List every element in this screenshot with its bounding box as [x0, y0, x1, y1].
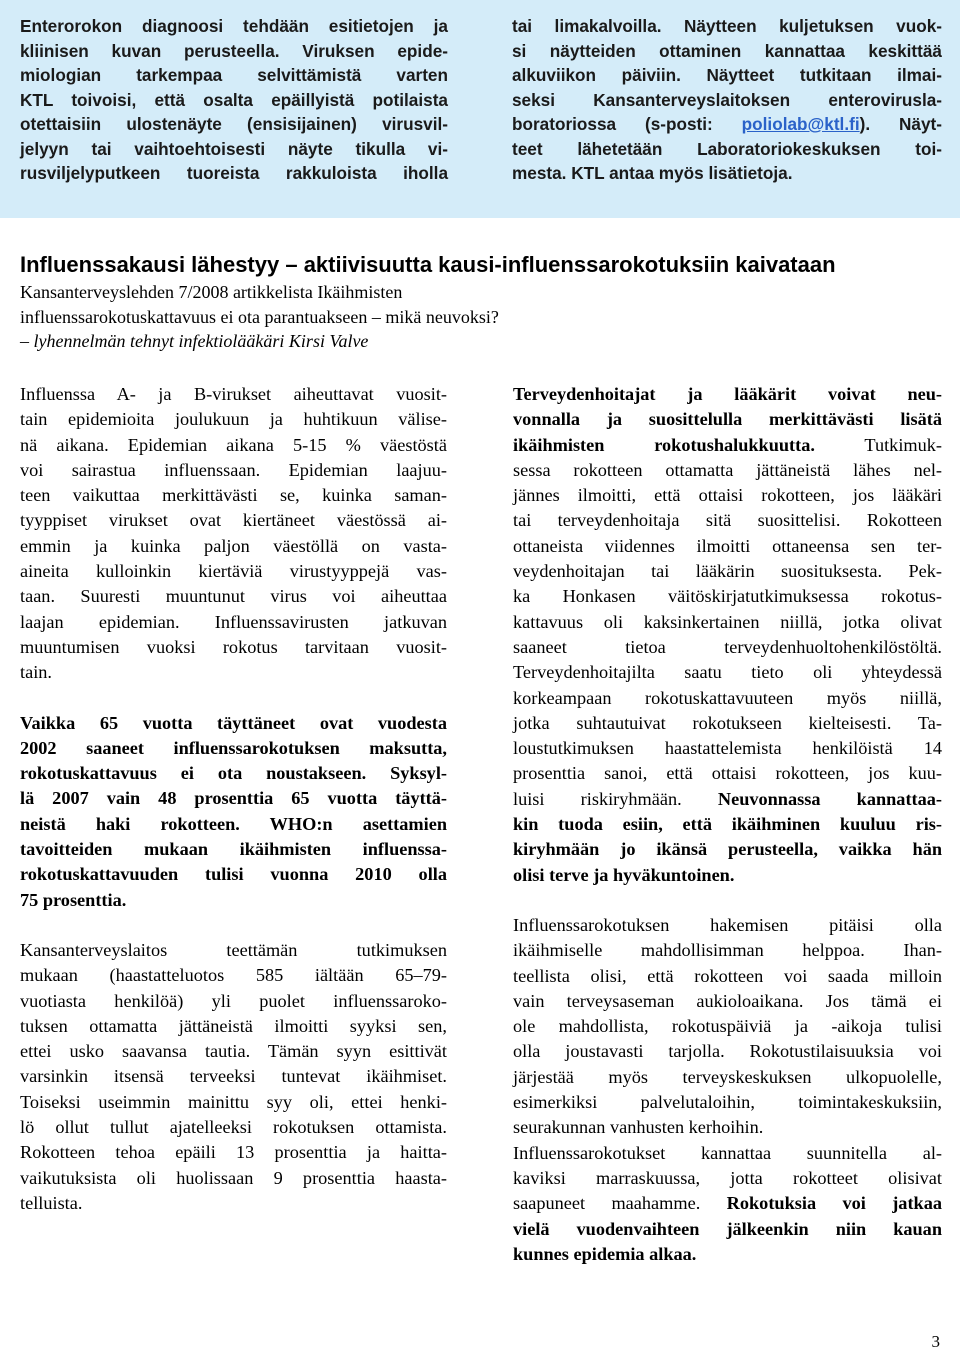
text-line: esimerkiksi palvelutaloihin, toimintakeskuksiin,: [513, 1092, 942, 1113]
text-line: jännes ilmoitti, että ottaisi rokotteen, jos lääkäri: [513, 485, 942, 506]
text-line: lä 2007 vain 48 prosenttia 65 vuotta täyttä-: [20, 788, 447, 809]
text-line: ottaneista viidennes ilmoitti ottaneensa sen ter-: [513, 535, 942, 556]
text-line: voi sairastua influenssaan. Epidemian laajuu-: [20, 459, 447, 480]
text-line: telluista.: [20, 1192, 83, 1213]
text-line: taan. Suuresti muuntunut virus voi aiheuttaa: [20, 586, 447, 607]
text-line: tai terveydenhoitaja sitä suosittelisi. Rokotteen: [513, 510, 942, 531]
text-line: kattavuus oli kaksinkertainen niillä, jotka olivat: [513, 611, 942, 632]
text-line: Influenssarokotukset kannattaa suunnitella al-: [513, 1142, 942, 1163]
text-line: lö ollut tullut ajatelleeksi rokotuksen ottamista.: [20, 1117, 447, 1138]
text-line: Rokotteen tehoa epäili 13 prosenttia ja haitta-: [20, 1142, 447, 1163]
text-line: veydenhoitajan tai lääkärin suosituksesta. Pek-: [513, 561, 942, 582]
text-line: mukaan (haastatteluotos 585 iältään 65–79-: [20, 965, 447, 986]
text-line: tain.: [20, 662, 52, 683]
text-line: vain terveysaseman aukioloaikana. Jos tämä ei: [513, 990, 942, 1011]
text-line: olisi terve ja hyväkuntoinen.: [513, 864, 735, 885]
email-prefix: boratoriossa (s-posti:: [512, 114, 742, 134]
text-line: KTL toivoisi, että osalta epäillyistä potilaista: [20, 89, 448, 110]
info-box-right-column: [512, 14, 942, 186]
text-line: Toiseksi useimmin mainittu syy oli, ettei henki-: [20, 1091, 447, 1112]
text-line: tai limakalvoilla. Näytteen kuljetuksen vuok-: [512, 16, 942, 36]
paragraph-gap: [20, 913, 447, 938]
text-line: kin tuoda esiin, että ikäihminen kuuluu ris-: [513, 814, 942, 835]
article-title: Influenssakausi lähestyy – aktiivisuutta kausi-influenssarokotuksiin kaivataan: [20, 252, 836, 277]
normal-run: luisi riskiryhmään.: [513, 788, 718, 809]
text-line: vielä vuodenvaihteen jälkeenkin niin kauan: [513, 1218, 942, 1239]
text-line: vonnalla ja suosittelulla merkittävästi lisätä: [513, 409, 942, 430]
text-line: Terveydenhoitajilta saatu tieto oli yhteydessä: [513, 662, 942, 683]
text-line: jotka suhtautuivat rokotukseen kielteisesti. Ta-: [513, 712, 942, 733]
text-line: laajan epidemian. Influenssavirusten jatkuvan: [20, 611, 447, 632]
text-line: teen vaikuttaa merkittävästi se, kuinka saman-: [20, 485, 447, 506]
text-line: Influenssarokotuksen hakemisen pitäisi olla: [513, 914, 942, 935]
text-line: varsinkin itsensä terveeksi tuntevat ikäihmiset.: [20, 1066, 447, 1087]
text-line: seurakunnan vanhusten kerhoihin.: [513, 1117, 764, 1138]
info-box: [0, 0, 960, 218]
paragraph: [513, 913, 942, 1267]
normal-run: Tutkimuk-: [814, 434, 942, 455]
paragraph: [20, 938, 447, 1216]
text-line: [513, 787, 942, 812]
text-line: ettei usko saavansa tautia. Tämän syyn esittivät: [20, 1041, 447, 1062]
email-link[interactable]: poliolab@ktl.fi: [741, 114, 860, 134]
text-line: aineita kulloinkin kiertäviä virustyyppejä vas-: [20, 561, 447, 582]
text-line: 2002 saaneet influenssarokotuksen maksutta,: [20, 737, 447, 758]
text-line: ka Honkasen väitöskirjatutkimuksessa rokotus-: [513, 586, 942, 607]
info-box-left-column: [20, 14, 448, 186]
text-line: loustutkimuksen haastattelemista henkilöistä 14: [513, 738, 942, 759]
text-line: miologian tarkempaa selvittämistä varten: [20, 65, 448, 85]
email-suffix: ). Näyt-: [859, 114, 942, 134]
article-byline: – lyhennelmän tehnyt infektiolääkäri Kirsi Valve: [20, 331, 369, 351]
text-line: rokotuskattavuuden tulisi vuonna 2010 olla: [20, 864, 447, 885]
text-line: Influenssa A- ja B-virukset aiheuttavat vuosit-: [20, 384, 447, 404]
text-line: korkeampaan rokotuskattavuuteen myös niillä,: [513, 687, 942, 708]
text-line: saaneet tietoa terveydenhuoltohenkilöstöltä.: [513, 636, 942, 657]
text-line-with-email: [512, 112, 942, 137]
text-line: prosenttia sanoi, että ottaisi rokotteen, jos kuu-: [513, 763, 942, 784]
text-line: kiryhmään jo ikänsä perusteella, vaikka hän: [513, 839, 942, 860]
text-line: kunnes epidemia alkaa.: [513, 1243, 697, 1264]
bold-run: ikäihmisten rokotushalukkuutta.: [513, 434, 815, 455]
text-line: ole mahdollista, rokotuspäiviä ja -aikoja tulisi: [513, 1016, 942, 1037]
text-line: [513, 433, 942, 458]
text-line: Kansanterveyslaitos teettämän tutkimuksen: [20, 939, 447, 960]
text-line: si näytteiden ottaminen kannattaa keskittää: [512, 40, 942, 61]
text-line: teellista olisi, että rokotteen voi saada milloin: [513, 965, 942, 986]
left-column: [20, 382, 447, 1216]
text-line: emmin ja kuinka paljon väestöllä on vasta-: [20, 535, 447, 556]
paragraph-gap: [20, 686, 447, 711]
text-line: kliinisen kuvan perusteella. Viruksen epide-: [20, 40, 448, 61]
text-line: jelyyn tai vaihtoehtoisesti näyte tikulla vi-: [20, 138, 448, 159]
text-line: otettaisiin ulostenäyte (ensisijainen) virusvil-: [20, 114, 448, 134]
text-line: seksi Kansanterveyslaitoksen enterovirusla-: [512, 89, 942, 110]
article-lead-line: Kansanterveyslehden 7/2008 artikkelista Ikäihmisten: [20, 282, 403, 302]
bold-run: Rokotuksia voi jatkaa: [726, 1193, 942, 1214]
text-line: [513, 1191, 942, 1216]
paragraph-bold: [20, 711, 447, 913]
page-number: 3: [931, 1332, 940, 1351]
text-line: mesta. KTL antaa myös lisätietoja.: [512, 163, 793, 183]
text-line: vuotiasta henkilöä) yli puolet influenssaroko-: [20, 990, 447, 1011]
paragraph: [20, 382, 447, 686]
right-column: [513, 382, 942, 1267]
text-line: järjestää myös terveyskeskuksen ulkopuolelle,: [513, 1066, 942, 1087]
text-line: rusviljelyputkeen tuoreista rakkuloista iholla: [20, 163, 448, 183]
text-line: kaviksi marraskuussa, jotta rokotteet olisivat: [513, 1167, 942, 1188]
text-line: Terveydenhoitajat ja lääkärit voivat neu-: [513, 384, 942, 404]
text-line: vaikutuksista oli huolissaan 9 prosenttia haasta-: [20, 1167, 447, 1188]
text-line: ikäihmiselle mahdollisimman helppoa. Ihan-: [513, 940, 942, 961]
text-line: muuntumisen vuoksi rokotus tarvitaan vuosit-: [20, 636, 447, 657]
paragraph-gap: [513, 888, 942, 913]
bold-run: Neuvonnassa kannattaa-: [717, 788, 942, 809]
text-line: sessa rokotteen ottamatta jättäneistä lähes nel-: [513, 459, 942, 480]
text-line: rokotuskattavuus ei ota noustakseen. Syksyl-: [20, 763, 447, 784]
text-line: 75 prosenttia.: [20, 889, 127, 910]
text-line: alkuviikon päiviin. Näytteet tutkitaan ilmai-: [512, 65, 942, 85]
text-line: tavoitteiden mukaan ikäihmisten influenssa-: [20, 839, 447, 860]
text-line: tuksen ottamatta jättäneistä ilmoitti syyksi sen,: [20, 1015, 447, 1036]
text-line: olla joustavasti tarjolla. Rokotustilaisuuksia voi: [513, 1041, 942, 1062]
paragraph: [513, 382, 942, 888]
normal-run: saapuneet maahamme.: [513, 1193, 727, 1214]
text-line: neistä haki rokotteen. WHO:n asettamien: [20, 813, 447, 834]
text-line: teet lähetetään Laboratoriokeskuksen toi-: [512, 138, 942, 159]
text-line: tyyppiset virukset ovat kiertäneet väestössä ai-: [20, 510, 447, 531]
article-lead-line: influenssarokotuskattavuus ei ota parantuakseen – mikä neuvoksi?: [20, 307, 499, 327]
text-line: Vaikka 65 vuotta täyttäneet ovat vuodesta: [20, 712, 447, 733]
text-line: tain epidemioita joulukuun ja huhtikuun välise-: [20, 409, 447, 430]
text-line: Enterorokon diagnoosi tehdään esitietojen ja: [20, 16, 448, 36]
text-line: nä aikana. Epidemian aikana 5-15 % väestöstä: [20, 434, 447, 455]
